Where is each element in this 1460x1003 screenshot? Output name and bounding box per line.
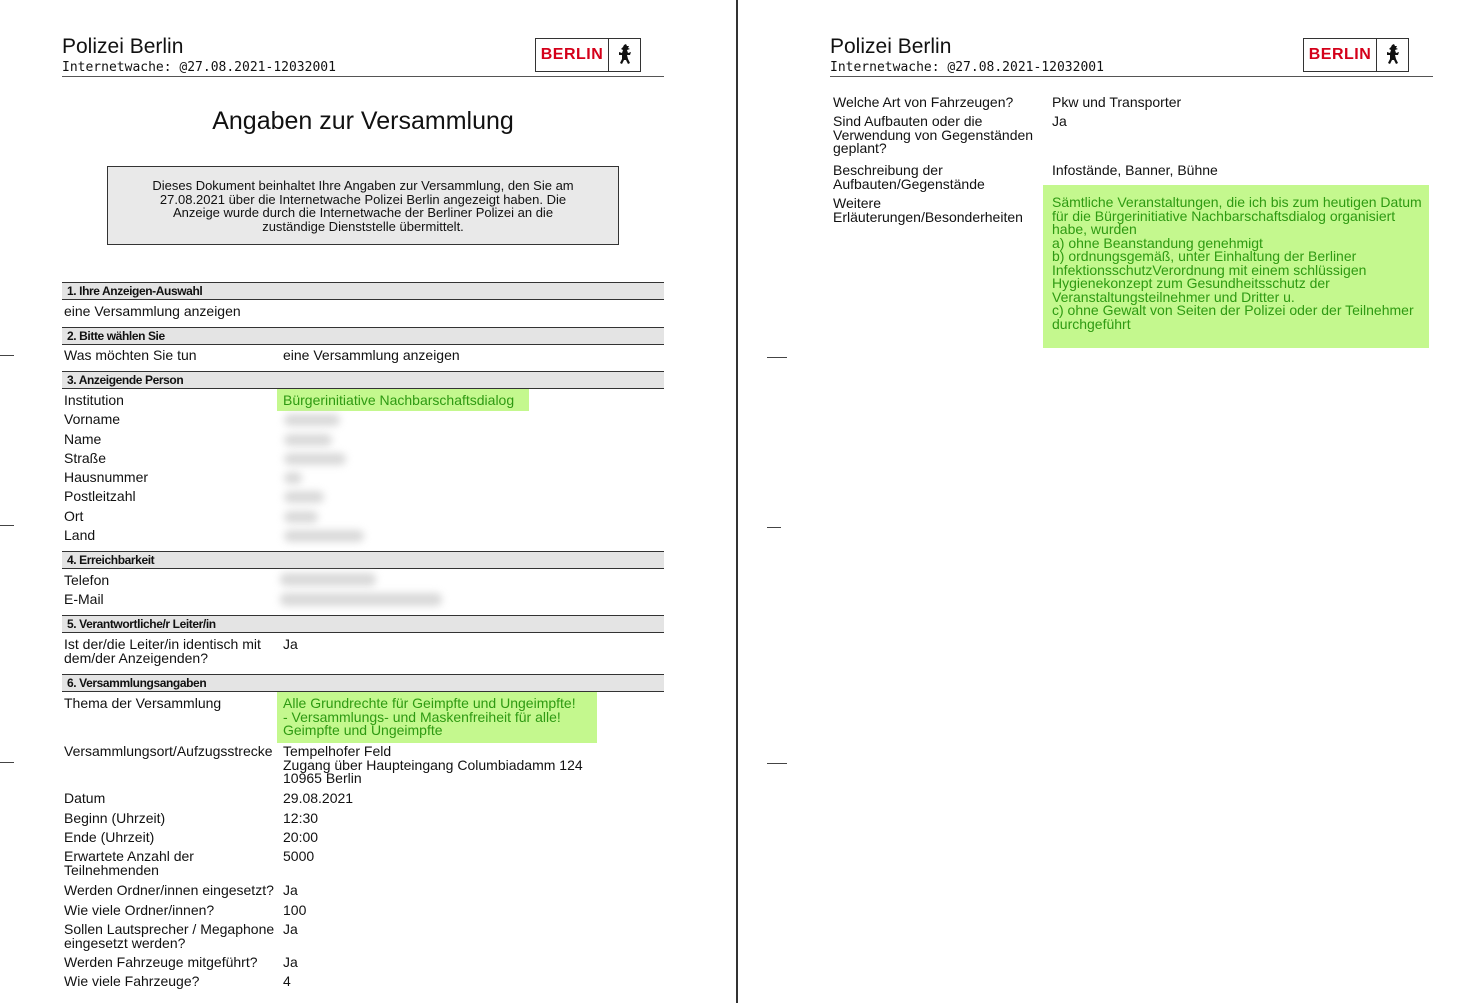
fahrzeugart-value: Pkw und Transporter xyxy=(1052,94,1182,110)
thema-line: - Versammlungs- und Maskenfreiheit für alle! xyxy=(283,708,561,725)
notice-line: Anzeige wurde durch die Internetwache der Berliner Polizei an die xyxy=(172,205,554,220)
weitere-value xyxy=(1043,185,1429,348)
weitere-line: a) ohne Beanstandung genehmigt xyxy=(1052,234,1263,251)
weitere-line: für die Bürgerinitiative Nachbarschaftsdialog organisiert xyxy=(1052,207,1396,224)
anzahl-label xyxy=(64,850,194,877)
telefon-label: Telefon xyxy=(64,572,110,588)
thema-label: Thema der Versammlung xyxy=(64,695,222,711)
redacted-ort xyxy=(284,511,318,523)
vorname-label: Vorname xyxy=(64,411,121,427)
section-header-leader: 5. Verantwortliche/r Leiter/in xyxy=(62,615,664,633)
action-value: eine Versammlung anzeigen xyxy=(283,347,460,363)
berlin-bear-icon xyxy=(1377,39,1408,71)
beschreibung-label-line: Aufbauten/Gegenstände xyxy=(833,175,985,192)
thema-value xyxy=(277,692,597,743)
notice-line: 27.08.2021 über die Internetwache Polizei Berlin angezeigt haben. Die xyxy=(159,191,567,207)
ende-label: Ende (Uhrzeit) xyxy=(64,829,155,845)
ende-value: 20:00 xyxy=(283,829,319,845)
logo-word: BERLIN xyxy=(1304,39,1377,71)
weitere-label xyxy=(833,197,1023,224)
weitere-label-line: Erläuterungen/Besonderheiten xyxy=(833,208,1023,225)
notice-line: zuständige Dienststelle übermittelt. xyxy=(262,218,464,234)
redacted-strasse xyxy=(284,453,346,465)
redacted-telefon xyxy=(280,573,376,586)
weitere-line: Sämtliche Veranstaltungen, die ich bis zum heutigen Datum xyxy=(1052,194,1422,210)
weitere-line: c) ohne Gewalt von Seiten der Polizei oder der Teilnehmer xyxy=(1052,302,1414,318)
anzahl-value: 5000 xyxy=(283,848,315,864)
ordner-anzahl-label: Wie viele Ordner/innen? xyxy=(64,902,215,918)
institution-label: Institution xyxy=(64,392,124,408)
institution-value: Bürgerinitiative Nachbarschaftsdialog xyxy=(277,389,529,411)
header-title: Polizei Berlin xyxy=(62,35,184,58)
ort-strecke-value xyxy=(283,745,583,786)
leader-label-line: dem/der Anzeigenden? xyxy=(64,649,208,666)
ort-line: Zugang über Haupteingang Columbiadamm 124 xyxy=(283,756,583,773)
ordner-anzahl-value: 100 xyxy=(283,902,307,918)
weitere-label-line: Weitere xyxy=(833,195,881,211)
lautsprecher-label-line: eingesetzt werden? xyxy=(64,934,186,951)
thema-line: Alle Grundrechte für Geimpfte und Ungeimpfte! xyxy=(283,695,576,711)
fahrzeuge-value: Ja xyxy=(283,954,298,970)
margin-tick xyxy=(0,355,14,356)
name-label: Name xyxy=(64,431,102,447)
ort-line: 10965 Berlin xyxy=(283,770,362,786)
section-header-contact: 4. Erreichbarkeit xyxy=(62,551,664,569)
weitere-line: b) ordnungsgemäß, unter Einhaltung der Berliner xyxy=(1052,248,1357,264)
datum-label: Datum xyxy=(64,790,106,806)
berlin-logo xyxy=(535,38,641,72)
strasse-label: Straße xyxy=(64,450,107,466)
header-title: Polizei Berlin xyxy=(830,35,952,58)
thema-line: Geimpfte und Ungeimpfte xyxy=(283,722,443,738)
aufbauten-label-line: Verwendung von Gegenständen xyxy=(833,126,1034,143)
fahrzeugart-label: Welche Art von Fahrzeugen? xyxy=(833,94,1014,110)
anzahl-label-line: Erwartete Anzahl der xyxy=(64,848,194,864)
notice-line: Dieses Dokument beinhaltet Ihre Angaben zur Versammlung, den Sie am xyxy=(152,178,574,193)
document-page-2 xyxy=(739,0,1460,1003)
notice-box xyxy=(107,166,619,245)
aufbauten-label xyxy=(833,115,1033,156)
aufbauten-value: Ja xyxy=(1052,113,1067,129)
lautsprecher-label-line: Sollen Lautsprecher / Megaphone xyxy=(64,921,275,937)
header-rule xyxy=(62,76,664,77)
aufbauten-label-line: geplant? xyxy=(833,140,887,156)
weitere-line: durchgeführt xyxy=(1052,315,1131,332)
section-header-choice: 2. Bitte wählen Sie xyxy=(62,327,664,345)
land-label: Land xyxy=(64,527,96,543)
ort-label: Ort xyxy=(64,508,84,524)
beschreibung-label xyxy=(833,164,985,191)
redacted-hausnummer xyxy=(284,472,302,484)
weitere-line: Veranstaltungsteilnehmer und Dritter u. xyxy=(1052,288,1295,305)
selection-value: eine Versammlung anzeigen xyxy=(64,303,241,319)
weitere-line: InfektionsschutzVerordnung mit einem schlüssigen xyxy=(1052,261,1367,278)
beginn-value: 12:30 xyxy=(283,810,319,826)
action-label: Was möchten Sie tun xyxy=(64,347,197,363)
beschreibung-label-line: Beschreibung der xyxy=(833,162,943,178)
fahrzeuge-anzahl-value: 4 xyxy=(283,973,291,989)
lautsprecher-label xyxy=(64,923,274,950)
header-subtitle: Internetwache: @27.08.2021-12032001 xyxy=(830,60,1104,75)
weitere-line: Hygienekonzept zum Gesundheitsschutz der xyxy=(1052,275,1330,291)
aufbauten-label-line: Sind Aufbauten oder die xyxy=(833,113,983,129)
berlin-bear-icon xyxy=(609,39,640,71)
hausnummer-label: Hausnummer xyxy=(64,469,149,485)
margin-tick xyxy=(0,525,14,526)
page-divider xyxy=(736,0,738,1003)
redacted-vorname xyxy=(284,414,340,426)
fahrzeuge-label: Werden Fahrzeuge mitgeführt? xyxy=(64,954,258,970)
header-rule xyxy=(830,76,1433,77)
leader-label xyxy=(64,638,261,665)
document-heading: Angaben zur Versammlung xyxy=(212,107,514,135)
header-subtitle: Internetwache: @27.08.2021-12032001 xyxy=(62,60,336,75)
redacted-email xyxy=(280,593,442,606)
section-header-selection: 1. Ihre Anzeigen-Auswahl xyxy=(62,282,664,300)
datum-value: 29.08.2021 xyxy=(283,790,354,806)
beschreibung-value: Infostände, Banner, Bühne xyxy=(1052,162,1218,178)
redacted-land xyxy=(284,530,364,542)
section-header-assembly: 6. Versammlungsangaben xyxy=(62,674,664,692)
anzahl-label-line: Teilnehmenden xyxy=(64,861,159,878)
postleitzahl-label: Postleitzahl xyxy=(64,488,136,504)
ordner-label: Werden Ordner/innen eingesetzt? xyxy=(64,882,274,898)
ort-line: Tempelhofer Feld xyxy=(283,743,392,759)
leader-label-line: Ist der/die Leiter/in identisch mit xyxy=(64,636,261,652)
ordner-value: Ja xyxy=(283,882,298,898)
logo-word: BERLIN xyxy=(536,39,609,71)
weitere-line: habe, wurden xyxy=(1052,221,1137,237)
leader-value: Ja xyxy=(283,636,298,652)
beginn-label: Beginn (Uhrzeit) xyxy=(64,810,166,826)
fahrzeuge-anzahl-label: Wie viele Fahrzeuge? xyxy=(64,973,200,989)
lautsprecher-value: Ja xyxy=(283,921,298,937)
berlin-logo xyxy=(1303,38,1409,72)
ort-strecke-label: Versammlungsort/Aufzugsstrecke xyxy=(64,743,273,759)
section-header-person: 3. Anzeigende Person xyxy=(62,371,664,389)
redacted-plz xyxy=(284,491,324,503)
redacted-name xyxy=(284,434,332,446)
margin-tick xyxy=(0,762,14,763)
email-label: E-Mail xyxy=(64,591,104,607)
